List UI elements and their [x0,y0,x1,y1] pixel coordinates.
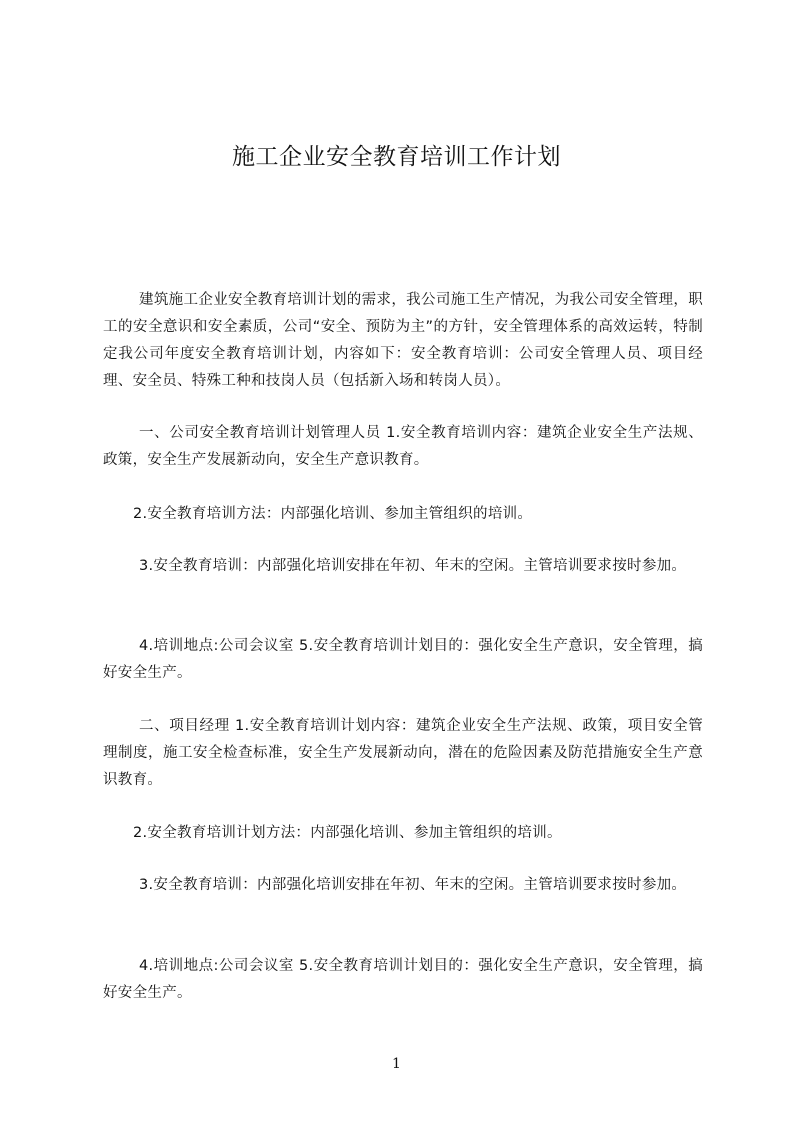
section2-paragraph-2: 2.安全教育培训计划方法：内部强化培训、参加主管组织的培训。 [133,825,562,841]
section1-paragraph-1: 一、公司安全教育培训计划管理人员 1.安全教育培训内容：建筑企业安全生产法规、政策，安全生产发展新动向，安全生产意识教育。 [103,425,703,468]
intro-paragraph: 建筑施工企业安全教育培训计划的需求，我公司施工生产情况，为我公司安全管理，职工的安全意识和安全素质，公司“安全、预防为主”的方针，安全管理体系的高效运转，特制定我公司年度安全教育培训计划，内容如下：安全教育培训：公司安全管理人员、项目经理、安全员、特殊工种和技岗人员（包括新入场和转岗人员）。 [103,292,703,389]
section1-paragraph-2: 2.安全教育培训方法：内部强化培训、参加主管组织的培训。 [133,506,533,522]
page-number: 1 [392,1056,401,1072]
section2-paragraph-1: 二、项目经理 1.安全教育培训计划内容：建筑企业安全生产法规、政策，项目安全管理制度，施工安全检查标准，安全生产发展新动向，潜在的危险因素及防范措施安全生产意识教育。 [103,718,703,788]
section2-paragraph-4: 4.培训地点:公司会议室 5.安全教育培训计划目的：强化安全生产意识，安全管理，搞好安全生产。 [103,958,703,1001]
section1-paragraph-4: 4.培训地点:公司会议室 5.安全教育培训计划目的：强化安全生产意识，安全管理，搞好安全生产。 [103,638,703,681]
section1-paragraph-3: 3.安全教育培训：内部强化培训安排在年初、年末的空闲。主管培训要求按时参加。 [139,558,687,574]
section2-paragraph-3: 3.安全教育培训：内部强化培训安排在年初、年末的空闲。主管培训要求按时参加。 [139,877,687,893]
document-title: 施工企业安全教育培训工作计划 [232,144,561,170]
